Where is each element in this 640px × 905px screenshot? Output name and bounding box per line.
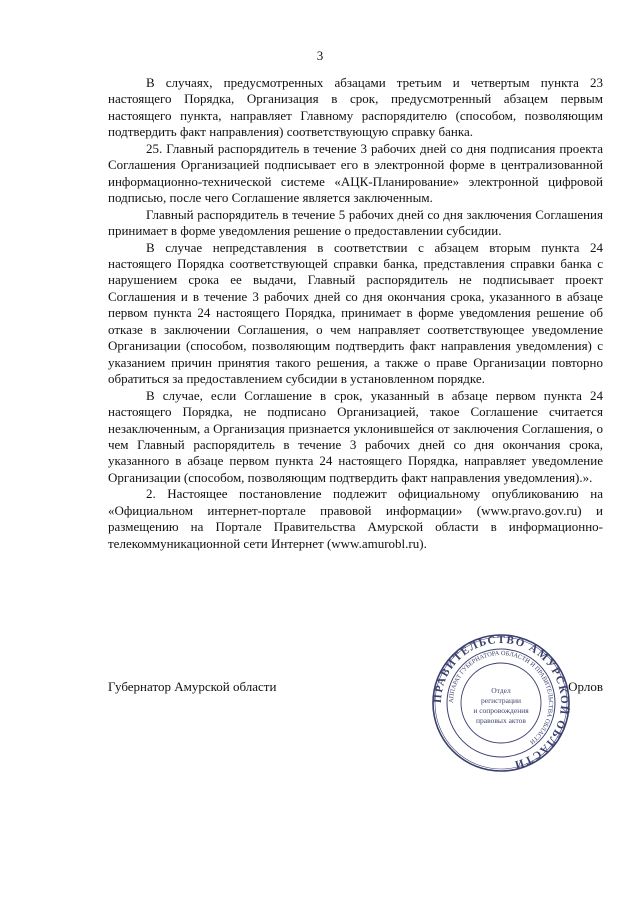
seal-center-line: регистрации <box>481 696 521 705</box>
paragraph: В случае, если Соглашение в срок, указанный в абзаце первом пункта 24 настоящего Порядка, не подписано Организацией, такое Соглашение считается незаключенным, а Организация признается уклонившейся от заключения Соглашения, о чем Главный распорядитель в течение 3 рабочих дней со дня окончания срока, указанного в абзаце первом пункта 24 настоящего Порядка, направляет уведомление Организации (способом, позволяющим подтвердить факт направления уведомления).». <box>108 387 603 485</box>
signer-title: Губернатор Амурской области <box>108 679 277 694</box>
paragraph: В случае непредставления в соответствии с абзацем вторым пункта 24 настоящего Порядка соответствующей справки банка, представления справки банка с нарушением срока ее выдачи, Главный распорядитель не подписывает проект Соглашения и в течение 3 рабочих дней со дня окончания срока, указанного в абзаце первом пункта 24 настоящего Порядка, принимает в форме уведомления решение об отказе в заключении Соглашения, о чем направляет соответствующее уведомление Организации (способом, позволяющим подтвердить факт направления уведомления) с указанием причин принятия такого решения, а также о праве Организации повторно обратиться за предоставлением субсидии в установленном порядке. <box>108 239 603 387</box>
page-number: 3 <box>316 48 324 63</box>
seal-center-line: и сопровождения <box>473 706 529 715</box>
seal-inner-text: АППАРАТ ГУБЕРНАТОРА ОБЛАСТИ И ПРАВИТЕЛЬСТВА ОБЛАСТИ <box>447 649 555 746</box>
seal-outer-text: ПРАВИТЕЛЬСТВО АМУРСКОЙ ОБЛАСТИ <box>431 633 571 771</box>
official-seal <box>431 633 571 773</box>
paragraph: В случаях, предусмотренных абзацами третьим и четвертым пункта 23 настоящего Порядка, Организация в срок, предусмотренный абзацем первым настоящего пункта, направляет Главному распорядителю (способом, позволяющим подтвердить факт направления) соответствующую справку банка. <box>108 75 603 140</box>
seal-center <box>473 686 529 725</box>
paragraph: 2. Настоящее постановление подлежит официальному опубликованию на «Официальном интернет-портале правовой информации» (www.pravo.gov.ru) и размещению на Портале Правительства Амурской области в информационно-телекоммуникационной сети Интернет (www.amurobl.ru). <box>108 486 603 551</box>
document-body <box>108 75 603 552</box>
paragraph: Главный распорядитель в течение 5 рабочих дней со дня заключения Соглашения принимает в форме уведомления решение о предоставлении субсидии. <box>108 206 603 239</box>
seal-center-line: Отдел <box>491 686 511 695</box>
seal-center-line: правовых актов <box>476 716 526 725</box>
signer-name: Орлов <box>568 679 603 694</box>
paragraph: 25. Главный распорядитель в течение 3 рабочих дней со дня подписания проекта Соглашения Организацией подписывает его в электронной форме в централизованной информационно-технической системе «АЦК-Планирование» электронной цифровой подписью, после чего Соглашение является заключенным. <box>108 140 603 206</box>
